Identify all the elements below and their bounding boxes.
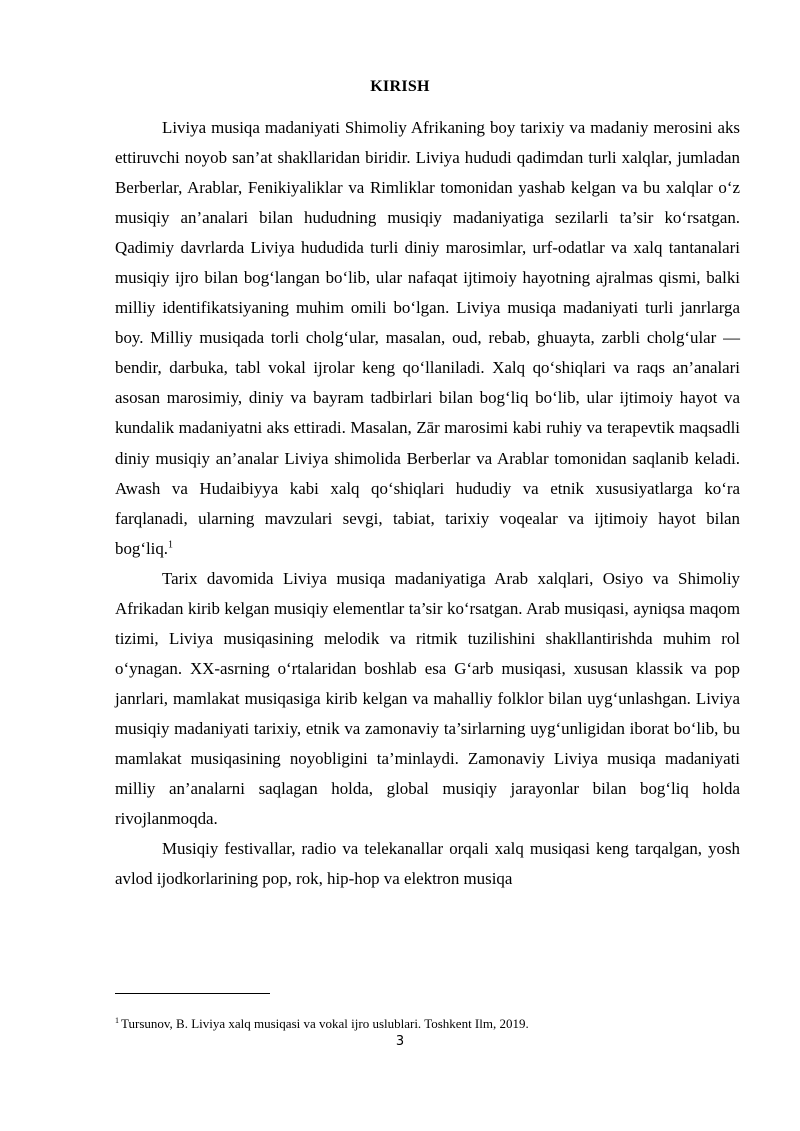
paragraph-2-text: Tarix davomida Liviya musiqa madaniyatiga Arab xalqlari, Osiyo va Shimoliy Afrikadan kirib kelgan musiqiy elementlar ta’sir ko‘rsatgan. Arab musiqasi, ayniqsa maqom tizimi, Liviya musiqasining melodik va ritmik tuzilishini shakllantirishda muhim rol o‘ynagan. XX-asrning o‘rtalaridan boshlab esa G‘arb musiqasi, xususan klassik va pop janrlari, mamlakat musiqasiga kirib kelgan va mahalliy folklor bilan uyg‘unlashgan. Liviya musiqiy madaniyati tarixiy, etnik va zamonaviy ta’sirlarning uyg‘unligidan iborat bo‘lib, bu mamlakat musiqasining noyobligini ta’minlaydi. Zamonaviy Liviya musiqa madaniyati milliy an’analarni saqlagan holda, global musiqiy jarayonlar bilan bog‘liq holda rivojlanmoqda.: [115, 568, 740, 829]
paragraph-3: [115, 834, 740, 894]
body-text: [115, 113, 740, 894]
footnote: [115, 1016, 740, 1032]
paragraph-2: [115, 564, 740, 834]
paragraph-3-text: Musiqiy festivallar, radio va telekanallar orqali xalq musiqasi keng tarqalgan, yosh avlod ijodkorlarining pop, rok, hip-hop va elektron musiqa: [115, 839, 740, 889]
paragraph-1-text: Liviya musiqa madaniyati Shimoliy Afrikaning boy tarixiy va madaniy merosini aks ettiruvchi noyob san’at shakllaridan biridir. Liviya hududi qadimdan turli xalqlar, jumladan Berberlar, Arablar, Fenikiyaliklar va Rimliklar tomonidan yashab kelgan va bu xalqlar o‘z musiqiy an’analari bilan hududning musiqiy madaniyatiga sezilarli ta’sir ko‘rsatgan. Qadimiy davrlarda Liviya hududida turli diniy marosimlar, urf-odatlar va xalq tantanalari musiqiy ijro bilan bog‘langan bo‘lib, ular nafaqat ijtimoiy hayotning ajralmas qismi, balki milliy identifikatsiyaning muhim omili bo‘lgan. Liviya musiqa madaniyati turli janrlarga boy. Milliy musiqada torli cholg‘ular, masalan, oud, rebab, ghuayta, zarbli cholg‘ular — bendir, darbuka, tabl vokal ijrolar keng qo‘llaniladi. Xalq qo‘shiqlari va raqs an’analari asosan marosimiy, diniy va bayram tadbirlari bilan bog‘liq bo‘lib, ular ijtimoiy hayot va kundalik madaniyatni aks ettiradi. Masalan, Zār marosimi kabi ruhiy va terapevtik maqsadli diniy musiqiy an’analar Liviya shimolida Berberlar va Arablar tomonidan saqlanib keladi. Awash va Hudaibiyya kabi xalq qo‘shiqlari hududiy va etnik xususiyatlarga ko‘ra farqlanadi, ularning mavzulari sevgi, tabiat, tarixiy voqealar va ijtimoiy hayot bilan bog‘liq.: [115, 118, 740, 558]
section-heading: KIRISH: [370, 78, 430, 95]
footnote-marker: 1: [115, 1015, 119, 1025]
footnote-reference[interactable]: 1: [168, 539, 174, 551]
page-number: 3: [395, 1034, 405, 1049]
footnote-text: Tursunov, B. Liviya xalq musiqasi va vokal ijro uslublari. Toshkent Ilm, 2019.: [121, 1016, 529, 1031]
footnote-separator: [115, 993, 270, 994]
paragraph-1: [115, 113, 740, 564]
